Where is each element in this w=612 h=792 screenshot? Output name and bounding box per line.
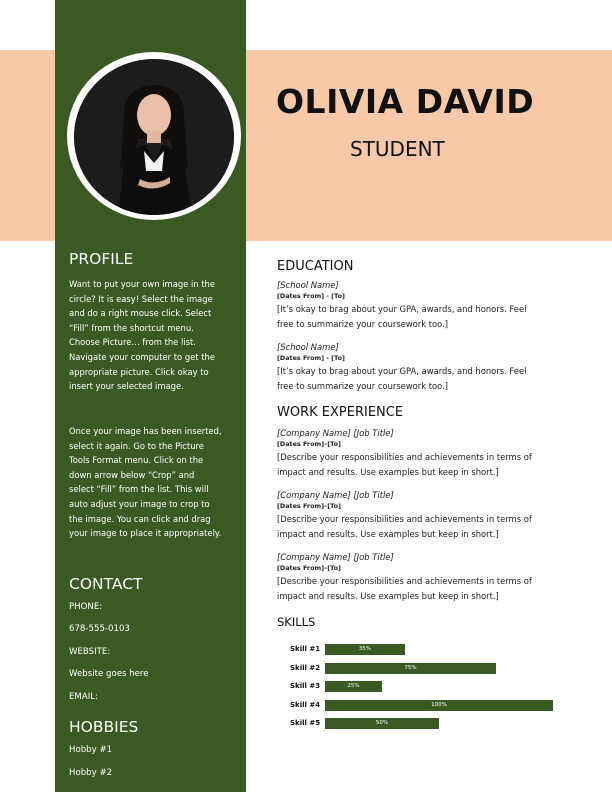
skill-row xyxy=(290,644,570,656)
skill-percent-label: 25% xyxy=(347,683,360,689)
skill-label: Skill #3 xyxy=(290,682,321,690)
work-dates: [Dates From]–[To] xyxy=(277,564,341,572)
skill-percent-label: 50% xyxy=(375,720,389,726)
hobbies-heading: HOBBIES xyxy=(69,718,139,736)
education-description: [It’s okay to brag about your GPA, awards, and honors. Feel free to summarize your coursework too.] xyxy=(277,304,527,329)
school-name: [School Name] xyxy=(277,342,339,352)
candidate-title: STUDENT xyxy=(350,137,445,161)
skill-bar xyxy=(325,681,382,692)
candidate-name: OLIVIA DAVID xyxy=(276,82,535,121)
skill-percent-label: 100% xyxy=(431,701,447,708)
work-entry xyxy=(277,427,577,480)
skill-label: Skill #1 xyxy=(290,645,321,653)
skills-heading: SKILLS xyxy=(277,615,316,629)
skill-row xyxy=(290,718,570,730)
education-description: [It’s okay to brag about your GPA, awards, and honors. Feel free to summarize your coursework too.] xyxy=(277,366,527,391)
skill-row xyxy=(290,700,570,712)
school-name: [School Name] xyxy=(277,280,339,290)
work-entry xyxy=(277,551,577,604)
work-description: [Describe your responsibilities and achievements in terms of impact and results. Use examples but keep in short.] xyxy=(277,576,532,601)
skill-percent-label: 75% xyxy=(404,664,417,671)
skill-row xyxy=(290,663,570,675)
work-dates: [Dates From]–[To] xyxy=(277,440,341,448)
profile-paragraph-1: Want to put your own image in the circle? It is easy! Select the image and do a right mouse click. Select “Fill” from the shortcut menu. Choose Picture… from the list. Navigate your computer to get the appropriate picture. Click okay to insert your selected image. xyxy=(69,279,216,392)
skill-bar xyxy=(325,644,405,655)
company-job-title: [Company Name] [Job Title] xyxy=(277,428,394,438)
work-entry xyxy=(277,489,577,542)
education-entry xyxy=(277,341,577,394)
work-dates: [Dates From]–[To] xyxy=(277,502,341,510)
contact-heading: CONTACT xyxy=(69,575,143,593)
company-job-title: [Company Name] [Job Title] xyxy=(277,490,394,500)
skill-percent-label: 35% xyxy=(358,646,372,652)
skill-row xyxy=(290,681,570,693)
education-entry xyxy=(277,279,577,332)
hobby-item: Hobby #2 xyxy=(69,768,113,778)
work-description: [Describe your responsibilities and achievements in terms of impact and results. Use examples but keep in short.] xyxy=(277,514,532,539)
work-description: [Describe your responsibilities and achievements in terms of impact and results. Use examples but keep in short.] xyxy=(277,452,532,477)
skill-bar xyxy=(325,663,496,674)
skill-label: Skill #2 xyxy=(290,663,321,672)
person-portrait-icon xyxy=(74,59,234,215)
education-heading: EDUCATION xyxy=(277,259,354,274)
profile-heading: PROFILE xyxy=(69,250,134,268)
education-dates: [Dates From] - [To] xyxy=(277,354,345,362)
skill-bar xyxy=(325,700,553,711)
skill-label: Skill #5 xyxy=(290,719,321,727)
website-label: WEBSITE: xyxy=(69,647,111,657)
skill-label: Skill #4 xyxy=(290,700,321,709)
hobby-item: Hobby #1 xyxy=(69,745,113,755)
company-job-title: [Company Name] [Job Title] xyxy=(277,552,394,562)
skill-bar xyxy=(325,718,439,729)
website-value[interactable]: Website goes here xyxy=(69,669,149,679)
phone-value: 678-555-0103 xyxy=(69,624,130,634)
profile-paragraph-2: Once your image has been inserted, select it again. Go to the Picture Tools Format menu. Click on the down arrow below “Crop” and select “Fill” from the list. This will auto adjust your image to crop to the image. You can click and drag your image to place it appropriately. xyxy=(69,426,222,539)
profile-photo[interactable] xyxy=(74,59,234,215)
email-label: EMAIL: xyxy=(69,692,98,702)
phone-label: PHONE: xyxy=(69,602,103,612)
work-heading: WORK EXPERIENCE xyxy=(277,405,404,420)
education-dates: [Dates From] - [To] xyxy=(277,292,345,300)
